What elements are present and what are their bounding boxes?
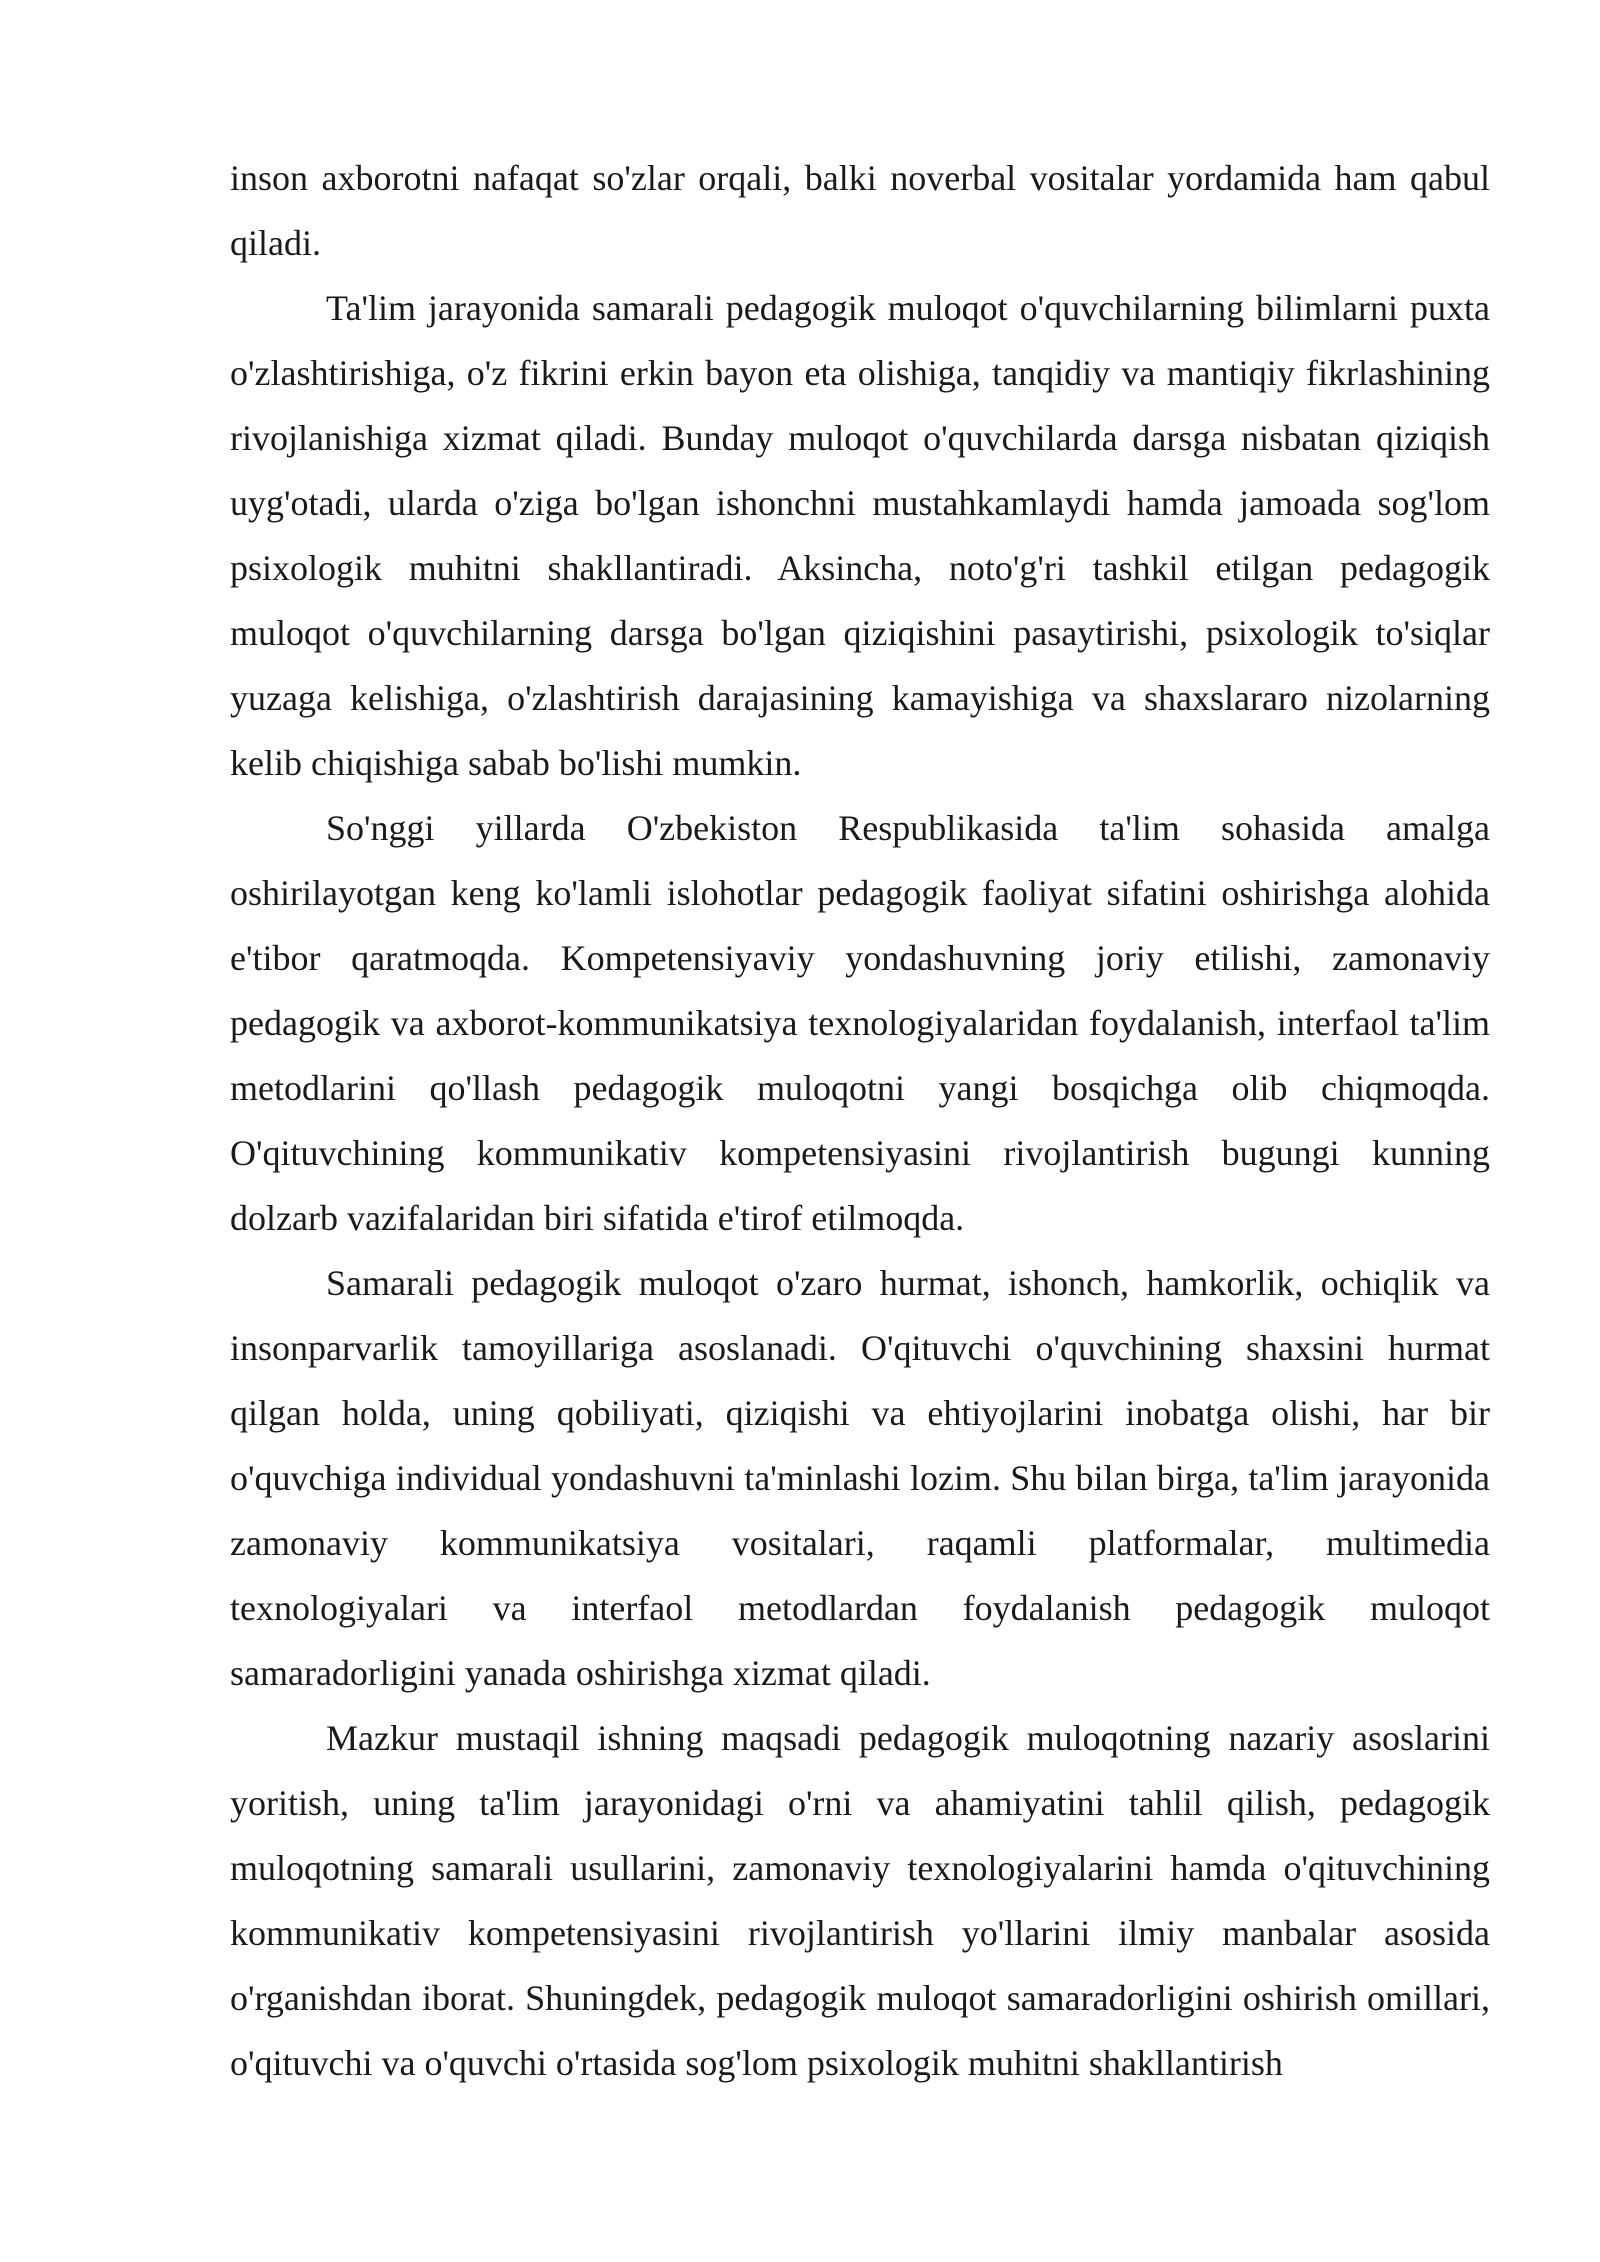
paragraph-work-purpose: Mazkur mustaqil ishning maqsadi pedagogik muloqotning nazariy asoslarini yoritish, uning ta'lim jarayonidagi o'rni va ahamiyatini tahlil qilish, pedagogik muloqotning samarali usullarini, zamonaviy texnologiyalarini hamda o'qituvchining kommunikativ kompetensiyasini rivojlantirish yo'llarini ilmiy manbalar asosida o'rganishdan iborat. Shuningdek, pedagogik muloqot samaradorligini oshirish omillari, o'qituvchi va o'quvchi o'rtasida sog'lom psixologik muhitni shakllantirish [230,1718,1490,2083]
paragraph-pedagogical-communication-role: Ta'lim jarayonida samarali pedagogik muloqot o'quvchilarning bilimlarni puxta o'zlashtirishiga, o'z fikrini erkin bayon eta olishiga, tanqidiy va mantiqiy fikrlashining rivojlanishiga xizmat qiladi. Bunday muloqot o'quvchilarda darsga nisbatan qiziqish uyg'otadi, ularda o'ziga bo'lgan ishonchni mustahkamlaydi hamda jamoada sog'lom psixologik muhitni shakllantiradi. Aksincha, noto'g'ri tashkil etilgan pedagogik muloqot o'quvchilarning darsga bo'lgan qiziqishini pasaytirishi, psixologik to'siqlar yuzaga kelishiga, o'zlashtirish darajasining kamayishiga va shaxslararo nizolarning kelib chiqishiga sabab bo'lishi mumkin. [230,288,1490,783]
paragraph-communication-principles: Samarali pedagogik muloqot o'zaro hurmat, ishonch, hamkorlik, ochiqlik va insonparvarlik tamoyillariga asoslanadi. O'qituvchi o'quvchining shaxsini hurmat qilgan holda, uning qobiliyati, qiziqishi va ehtiyojlarini inobatga olishi, har bir o'quvchiga individual yondashuvni ta'minlashi lozim. Shu bilan birga, ta'lim jarayonida zamonaviy kommunikatsiya vositalari, raqamli platformalar, multimedia texnologiyalari va interfaol metodlardan foydalanish pedagogik muloqot samaradorligini yanada oshirishga xizmat qiladi. [230,1263,1490,1693]
paragraph-continuation: inson axborotni nafaqat so'zlar orqali, balki noverbal vositalar yordamida ham qabul qiladi. [230,158,1490,263]
document-page [230,146,1490,2096]
paragraph-education-reforms: So'nggi yillarda O'zbekiston Respublikasida ta'lim sohasida amalga oshirilayotgan keng ko'lamli islohotlar pedagogik faoliyat sifatini oshirishga alohida e'tibor qaratmoqda. Kompetensiyaviy yondashuvning joriy etilishi, zamonaviy pedagogik va axborot-kommunikatsiya texnologiyalaridan foydalanish, interfaol ta'lim metodlarini qo'llash pedagogik muloqotni yangi bosqichga olib chiqmoqda. O'qituvchining kommunikativ kompetensiyasini rivojlantirish bugungi kunning dolzarb vazifalaridan biri sifatida e'tirof etilmoqda. [230,808,1490,1238]
